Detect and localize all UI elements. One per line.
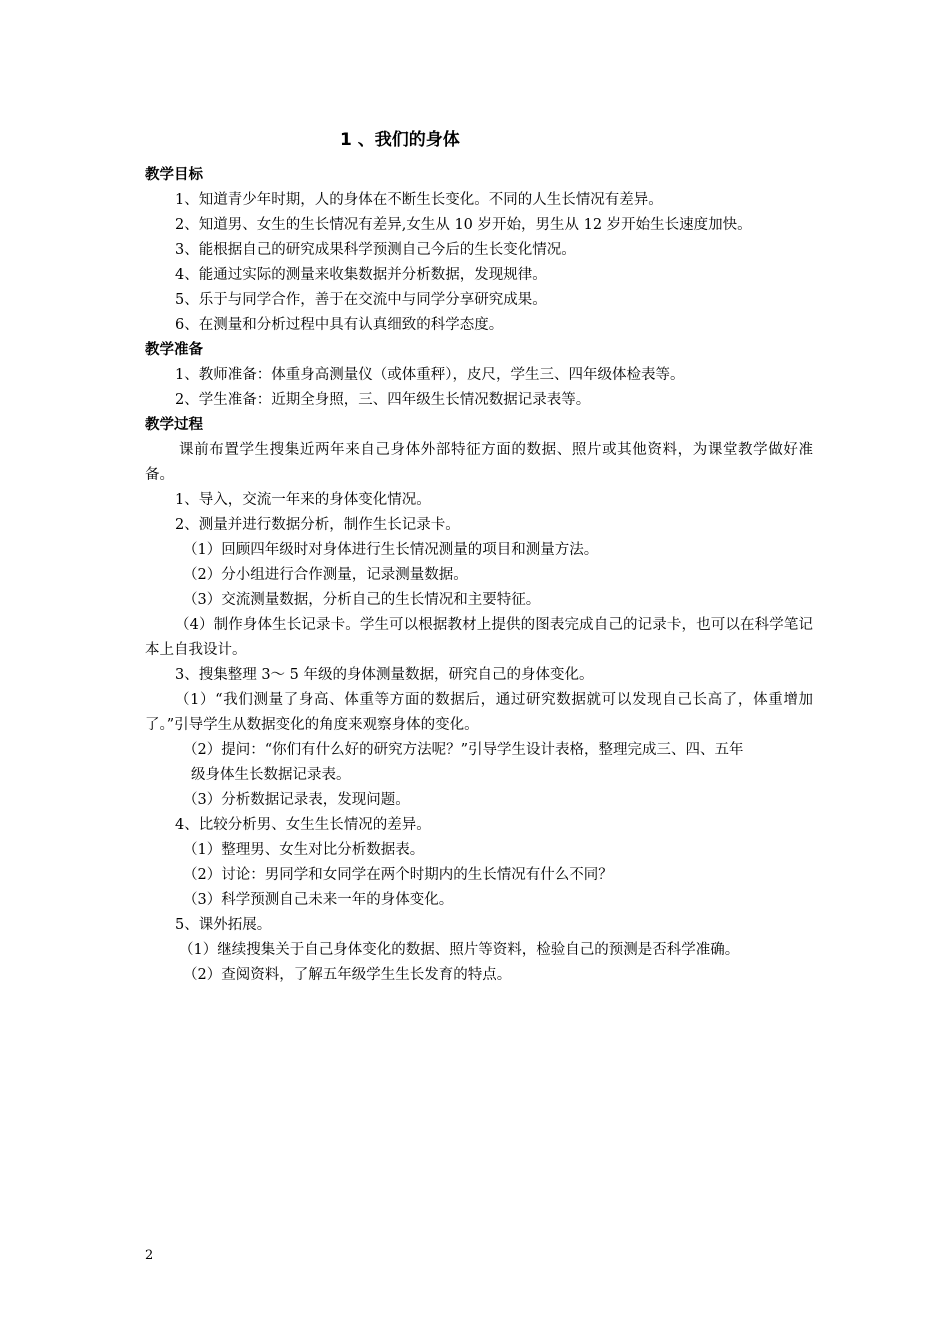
section-heading-goals: 教学目标 bbox=[145, 167, 203, 183]
process-substep: （3）科学预测自己未来一年的身体变化。 bbox=[183, 892, 454, 908]
process-substep: （3）交流测量数据，分析自己的生长情况和主要特征。 bbox=[183, 592, 541, 608]
goal-item: 5、乐于与同学合作，善于在交流中与同学分享研究成果。 bbox=[175, 292, 547, 308]
prep-item: 2、学生准备：近期全身照，三、四年级生长情况数据记录表等。 bbox=[175, 392, 591, 408]
section-heading-prep: 教学准备 bbox=[145, 342, 203, 358]
process-step: 2、测量并进行数据分析，制作生长记录卡。 bbox=[175, 517, 460, 533]
process-substep: （4）制作身体生长记录卡。学生可以根据教材上提供的图表完成自己的记录卡，也可以在科学笔记本上自我设计。 bbox=[145, 617, 813, 658]
process-substep-continuation: 级身体生长数据记录表。 bbox=[191, 767, 351, 783]
process-step: 1、导入，交流一年来的身体变化情况。 bbox=[175, 492, 431, 508]
document-title: 1 、我们的身体 bbox=[340, 130, 460, 150]
process-substep: （2）讨论：男同学和女同学在两个时期内的生长情况有什么不同？ bbox=[183, 867, 613, 883]
process-intro: 课前布置学生搜集近两年来自己身体外部特征方面的数据、照片或其他资料，为课堂教学做好准备。 bbox=[145, 442, 813, 483]
section-heading-process: 教学过程 bbox=[145, 417, 203, 433]
process-substep: （1）整理男、女生对比分析数据表。 bbox=[183, 842, 425, 858]
document-body bbox=[145, 163, 813, 988]
goal-item: 3、能根据自己的研究成果科学预测自己今后的生长变化情况。 bbox=[175, 242, 576, 258]
goal-item: 6、在测量和分析过程中具有认真细致的科学态度。 bbox=[175, 317, 504, 333]
page-number: 2 bbox=[145, 1248, 154, 1263]
goal-item: 4、能通过实际的测量来收集数据并分析数据，发现规律。 bbox=[175, 267, 547, 283]
process-substep: （2）提问：“你们有什么好的研究方法呢？”引导学生设计表格，整理完成三、四、五年 bbox=[183, 742, 744, 758]
process-substep: （1）回顾四年级时对身体进行生长情况测量的项目和测量方法。 bbox=[183, 542, 599, 558]
process-step: 3、搜集整理 3～ 5 年级的身体测量数据，研究自己的身体变化。 bbox=[175, 667, 594, 683]
process-step: 5、课外拓展。 bbox=[175, 917, 272, 933]
process-substep: （1）“我们测量了身高、体重等方面的数据后，通过研究数据就可以发现自己长高了，体重增加了。”引导学生从数据变化的角度来观察身体的变化。 bbox=[145, 692, 813, 733]
goal-item: 1、知道青少年时期，人的身体在不断生长变化。不同的人生长情况有差异。 bbox=[175, 192, 663, 208]
process-substep: （3）分析数据记录表，发现问题。 bbox=[183, 792, 410, 808]
process-substep: （2）查阅资料，了解五年级学生生长发育的特点。 bbox=[183, 967, 512, 983]
process-step: 4、比较分析男、女生生长情况的差异。 bbox=[175, 817, 431, 833]
process-substep: （2）分小组进行合作测量，记录测量数据。 bbox=[183, 567, 468, 583]
goal-item: 2、知道男、女生的生长情况有差异,女生从 10 岁开始，男生从 12 岁开始生长速度加快。 bbox=[175, 217, 752, 233]
prep-item: 1、教师准备：体重身高测量仪（或体重秤），皮尺，学生三、四年级体检表等。 bbox=[175, 367, 685, 383]
process-substep: （1）继续搜集关于自己身体变化的数据、照片等资料，检验自己的预测是否科学准确。 bbox=[179, 942, 740, 958]
